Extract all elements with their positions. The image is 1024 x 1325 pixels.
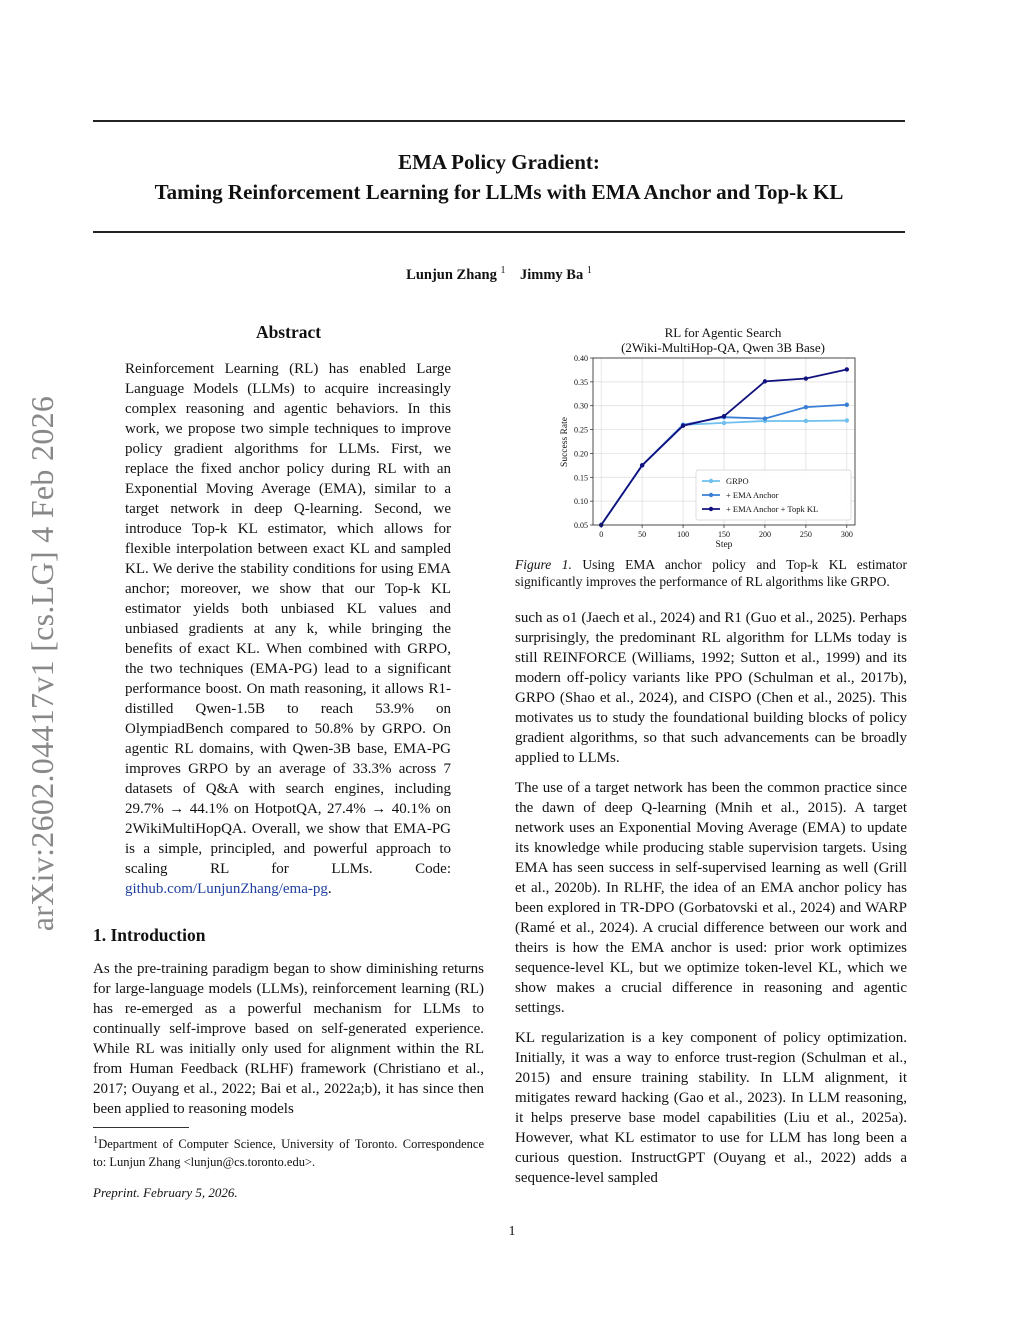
- author-name: Lunjun Zhang: [406, 266, 497, 283]
- preprint-date: Preprint. February 5, 2026.: [93, 1185, 238, 1200]
- x-tick-label: 300: [840, 530, 853, 539]
- code-link[interactable]: github.com/LunjunZhang/ema-pg: [125, 881, 328, 897]
- data-point: [681, 424, 685, 428]
- y-tick-label: 0.35: [574, 377, 588, 387]
- legend-label: + EMA Anchor: [726, 490, 779, 500]
- y-tick-label: 0.40: [574, 354, 588, 363]
- y-tick-label: 0.05: [574, 521, 588, 530]
- y-tick-label: 0.10: [574, 497, 588, 507]
- footnote-mark: 1: [93, 1135, 99, 1146]
- caption-text: Using EMA anchor policy and Top-k KL estimator significantly improves the performance of RL algorithms like GRPO.: [515, 557, 907, 589]
- body-paragraph: such as o1 (Jaech et al., 2024) and R1 (Guo et al., 2025). Perhaps surprisingly, the predominant RL algorithm for LLMs today is still REINFORCE (Williams, 1992; Sutton et al., 1999) and its modern off-policy variants like PPO (Schulman et al., 2017b), GRPO (Shao et al., 2024), and CISPO (Chen et al., 2025). This motivates us to study the foundational building blocks of policy gradient algorithms, so that such advancements can be broadly applied to LLMs.: [515, 610, 907, 766]
- arxiv-id: arXiv:2602.04417v1 [cs.LG] 4 Feb 2026: [24, 395, 61, 931]
- body-paragraph: KL regularization is a key component of policy optimization. Initially, it was a way to enforce trust-region (Schulman et al., 2015) and ensure training stability. In LLM alignment, it mitigates reward hacking (Gao et al., 2023). In LLM reasoning, it helps preserve base model capabilities (Liu et al., 2025a). However, what KL estimator to use for LLM has long been a curious question. InstructGPT (Ouyang et al., 2022) adds a sequence-level sampled: [515, 1030, 907, 1186]
- data-point: [845, 367, 849, 371]
- chart-title: RL for Agentic Search: [664, 325, 782, 340]
- affiliation-footnote: [93, 1132, 484, 1171]
- data-point: [845, 403, 849, 407]
- data-point: [804, 376, 808, 380]
- author-affiliation-mark: 1: [586, 265, 592, 276]
- paper-title-line2: Taming Reinforcement Learning for LLMs with EMA Anchor and Top-k KL: [154, 180, 844, 204]
- footnote-text: Department of Computer Science, University of Toronto. Correspondence to: Lunjun Zhang <lunjun@cs.toronto.edu>.: [93, 1137, 484, 1170]
- x-axis-label: Step: [715, 540, 733, 550]
- legend-marker: [709, 507, 713, 511]
- figure-1-chart: [553, 322, 863, 552]
- y-tick-label: 0.20: [574, 449, 588, 459]
- title-top-rule: [93, 120, 905, 122]
- title-bottom-rule: [93, 231, 905, 233]
- paper-title-line1: EMA Policy Gradient:: [398, 150, 600, 174]
- legend-marker: [709, 493, 713, 497]
- y-axis-label: Success Rate: [560, 417, 570, 467]
- data-point: [845, 418, 849, 422]
- abstract-text-end: .: [327, 881, 332, 897]
- x-tick-label: 50: [638, 530, 647, 539]
- right-column: [515, 608, 907, 1198]
- data-point: [722, 421, 726, 425]
- data-point: [763, 416, 767, 420]
- data-point: [763, 379, 767, 383]
- footnote-rule: [93, 1127, 189, 1128]
- y-tick-label: 0.15: [574, 473, 588, 483]
- data-point: [722, 414, 726, 418]
- x-tick-label: 0: [599, 530, 604, 539]
- chart-subtitle: (2Wiki-MultiHop-QA, Qwen 3B Base): [621, 340, 825, 355]
- x-tick-label: 250: [799, 530, 812, 539]
- y-tick-label: 0.30: [574, 401, 588, 411]
- author-list: [93, 265, 905, 284]
- legend-marker: [709, 479, 713, 483]
- author-affiliation-mark: 1: [500, 265, 506, 276]
- author-name: Jimmy Ba: [519, 266, 584, 283]
- figure-1-caption: [515, 556, 907, 590]
- body-paragraph: The use of a target network has been the common practice since the dawn of deep Q-learning (Mnih et al., 2015). A target network uses an Exponential Moving Average (EMA) to update its knowledge while producing stable supervision targets. Using EMA has seen success in self-supervised learning as well (Grill et al., 2020b). In RLHF, the idea of an EMA anchor policy has been explored in TR-DPO (Gorbatovski et al., 2024) and WARP (Ramé et al., 2024). A crucial difference between our work and theirs is how the EMA anchor is used: prior work optimizes sequence-level KL, but we optimize token-level KL, which we show makes a crucial difference in reasoning and agentic settings.: [515, 780, 907, 1016]
- data-point: [640, 463, 644, 467]
- x-tick-label: 200: [758, 530, 771, 539]
- x-tick-label: 100: [677, 530, 690, 539]
- y-tick-label: 0.25: [574, 425, 588, 435]
- section-heading-introduction: 1. Introduction: [93, 925, 206, 945]
- x-tick-label: 150: [718, 530, 730, 539]
- arxiv-stamp: [12, 382, 74, 944]
- legend-label: GRPO: [726, 476, 749, 486]
- data-point: [804, 405, 808, 409]
- legend-label: + EMA Anchor + Topk KL: [726, 504, 819, 514]
- intro-column: [93, 959, 484, 1129]
- data-point: [804, 419, 808, 423]
- page-number: 1: [508, 1224, 516, 1239]
- caption-label: Figure 1.: [515, 557, 572, 572]
- intro-paragraph: As the pre-training paradigm began to show diminishing returns for large-language models (LLMs), reinforcement learning (RL) has re-emerged as a powerful mechanism for LLMs to continually self-improve based on self-generated experience. While RL was initially only used for alignment within the RL from Human Feedback (RLHF) framework (Christiano et al., 2017; Ouyang et al., 2022; Bai et al., 2022a;b), it has since then been applied to reasoning models: [93, 961, 484, 1117]
- abstract-body: [125, 359, 451, 899]
- abstract-heading: Abstract: [255, 322, 322, 342]
- abstract-text: Reinforcement Learning (RL) has enabled Large Language Models (LLMs) to acquire increasingly complex reasoning and agentic behaviors. In this work, we propose two simple techniques to improve policy gradient algorithms for LLMs. First, we replace the fixed anchor policy during RL with an Exponential Moving Average (EMA), similar to a target network in deep Q-learning. Second, we introduce Top-k KL estimator, which allows for flexible interpolation between exact KL and sampled KL. We derive the stability conditions for using EMA anchor; moreover, we show that our Top-k KL estimator yields both unbiased KL values and unbiased gradients at any k, while bringing the benefits of exact KL. When combined with GRPO, the two techniques (EMA-PG) lead to a significant performance boost. On math reasoning, it allows R1-distilled Qwen-1.5B to reach 53.9% on OlympiadBench compared to 50.8% by GRPO. On agentic RL domains, with Qwen-3B base, EMA-PG improves GRPO by an average of 33.3% across 7 datasets of Q&A with search engines, including 29.7% → 44.1% on HotpotQA, 27.4% → 40.1% on 2WikiMultiHopQA. Overall, we show that EMA-PG is a simple, principled, and powerful approach to scaling RL for LLMs. Code:: [125, 361, 451, 877]
